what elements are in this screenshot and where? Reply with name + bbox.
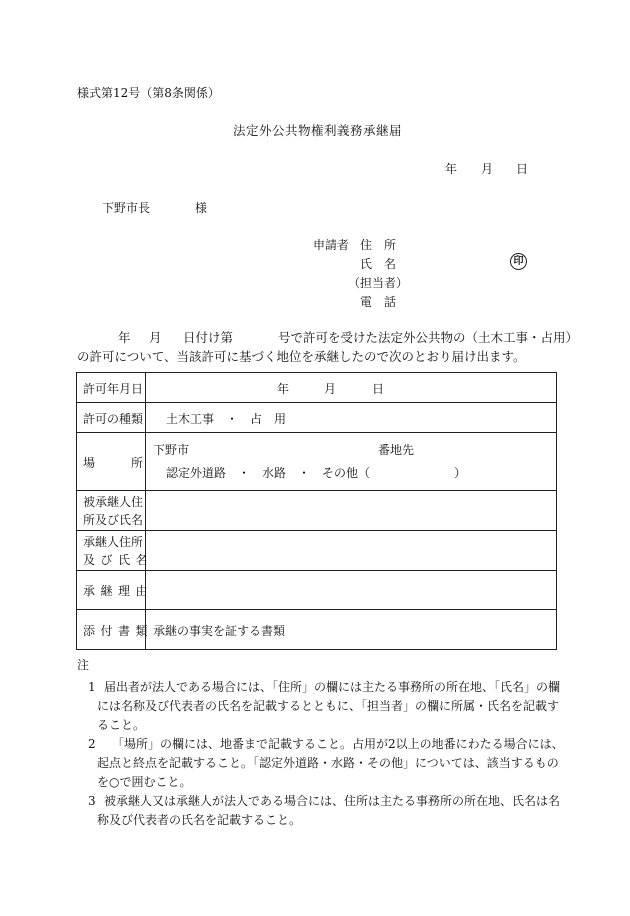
applicant-address-label: 住 所: [360, 238, 397, 252]
body-line1-rest: 号で許可を受けた法定外公共物の（土木工事・占用）: [278, 330, 579, 345]
row-permission-date-day: 日: [372, 382, 385, 396]
applicant-phone-label: 電 話: [360, 295, 397, 309]
note-3-number: 3: [88, 794, 96, 808]
body-line2: の許可について、当該許可に基づく地位を承継したので次のとおり届け出ます。: [77, 349, 526, 364]
addressee-name: 下野市長: [102, 201, 151, 215]
row-attachments-label: 添付書類: [83, 624, 154, 638]
row-permission-date-month: 月: [324, 382, 337, 396]
applicant-name-label: 氏 名: [360, 257, 397, 271]
row-predecessor-label-line1: 被承継人住: [83, 495, 144, 509]
body-month-label: 月: [149, 330, 162, 345]
note-3-line1: 被承継人又は承継人が法人である場合には、住所は主たる事務所の所在地、氏名は名: [104, 794, 561, 808]
date-day-label: 日: [516, 162, 529, 176]
row-reason-label: 承継理由: [83, 584, 154, 598]
applicant-contact-label: （担当者）: [348, 276, 409, 290]
date-year-label: 年: [445, 162, 458, 176]
addressee-honorific: 様: [195, 201, 208, 215]
row-successor-label-line1: 承継人住所: [83, 535, 144, 549]
row-permission-type-label: 許可の種類: [83, 412, 144, 426]
note-3-line2: 称及び代表者の氏名を記載すること。: [97, 813, 302, 827]
row-location-close-paren: ）: [454, 466, 467, 480]
row-permission-date-year: 年: [277, 382, 290, 396]
note-1-line1: 届出者が法人である場合には、「住所」の欄には主たる事務所の所在地、「氏名」の欄: [104, 680, 561, 694]
body-year-label: 年: [118, 330, 131, 345]
note-1-line2: には名称及び代表者の氏名を記載するとともに、「担当者」の欄に所属・氏名を記載す: [97, 699, 560, 713]
row-permission-date-label: 許可年月日: [83, 382, 144, 396]
seal-mark: 印: [510, 253, 527, 270]
row-predecessor-label-line2: 所及び氏名: [83, 513, 144, 527]
note-1-number: 1: [88, 680, 96, 694]
note-2-line2: 起点と終点を記載すること。「認定外道路・水路・その他」については、該当するもの: [97, 756, 559, 770]
notes-heading: 注: [77, 658, 90, 672]
row-successor-label-line2: 及び氏名: [83, 553, 154, 567]
note-2-number: 2: [88, 737, 96, 751]
row-location-options: 認定外道路 ・ 水路 ・ その他（: [166, 466, 371, 480]
row-attachments-value: 承継の事実を証する書類: [153, 624, 286, 638]
document-title: 法定外公共物権利義務承継届: [233, 123, 403, 138]
note-1-line3: ること。: [97, 718, 146, 732]
row-location-label: 場 所: [83, 456, 144, 470]
row-location-city: 下野市: [153, 443, 190, 457]
form-number: 様式第12号（第8条関係）: [77, 86, 220, 100]
applicant-role: 申請者: [313, 238, 350, 252]
row-permission-type-value: 土木工事 ・ 占 用: [166, 412, 287, 426]
note-2-line3: を○で囲むこと。: [97, 775, 192, 789]
note-2-line1: 「場所」の欄には、地番まで記載すること。占用が2以上の地番にわたる場合には、: [112, 737, 564, 751]
date-month-label: 月: [481, 162, 494, 176]
body-day-label: 日付け第: [183, 330, 234, 345]
row-location-lot: 番地先: [378, 443, 415, 457]
